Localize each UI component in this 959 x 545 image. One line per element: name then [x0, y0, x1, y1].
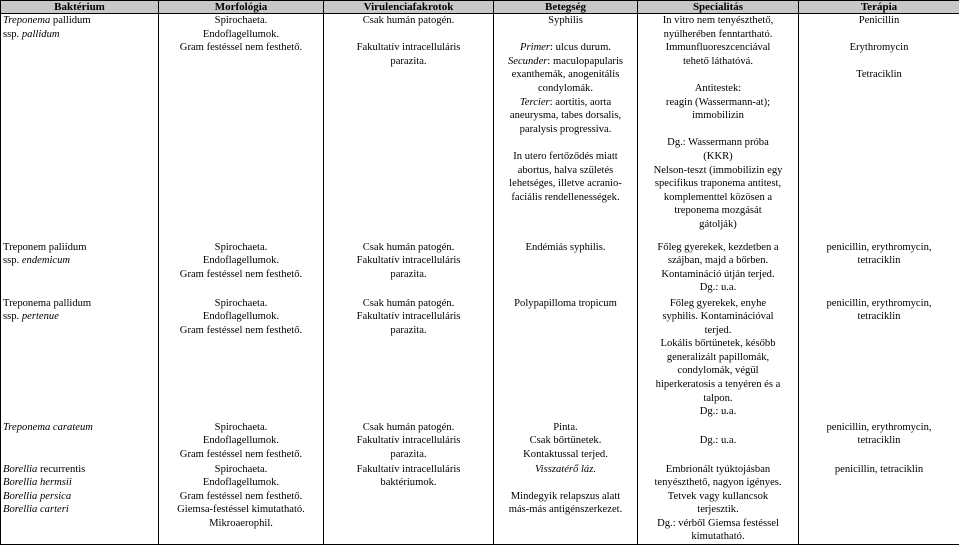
header-disease: Betegség — [494, 1, 638, 14]
morphology-cell: Spirochaeta. Endoflagellumok. Gram festéssel nem festhető. Giemsa-festéssel kimutatható. Mikroaerophil. — [159, 463, 324, 545]
table-row — [1, 241, 959, 297]
header-specialty: Specialitás — [638, 1, 799, 14]
specialty-cell: Dg.: u.a. — [638, 421, 799, 463]
header-virulence: Virulenciafakrotok — [324, 1, 494, 14]
virulence-cell: Fakultatív intracelluláris baktériumok. — [324, 463, 494, 545]
morphology-cell: Spirochaeta. Endoflagellumok. Gram festéssel nem festhető. — [159, 241, 324, 297]
therapy-cell: Penicillin Erythromycin Tetraciklin — [799, 14, 959, 241]
table-row — [1, 421, 959, 463]
header-therapy: Terápia — [799, 1, 959, 14]
therapy-cell: penicillin, tetraciklin — [799, 463, 959, 545]
therapy-cell: penicillin, erythromycin, tetraciklin — [799, 241, 959, 297]
disease-cell: Syphilis Primer: ulcus durum. Secunder: maculopapularis exanthemák, anogenitális condylomák. Tercier: aortitis, aorta aneurysma, tabes dorsalis, paralysis progressiva. In utero fertőződés miatt abortus, halva születés lehetséges, illetve acranio- faciális rendellenességek. — [494, 14, 638, 241]
disease-cell: Polypapilloma tropicum — [494, 297, 638, 421]
bacterium-cell: Borellia recurrentis Borellia hermsii Borellia persica Borellia carteri — [1, 463, 159, 545]
specialty-cell: In vitro nem tenyészthető, nyúlherében fenntartható. Immunfluoreszcenciával tehető láthatóvá. Antitestek: reagin (Wassermann-at); immobilizin Dg.: Wassermann próba (KKR) Nelson-teszt (immobilizin egy specifikus traponema antitest, komplementtel közösen a treponema mozgását gátolják) — [638, 14, 799, 241]
bacterium-cell: Treponema pallidum ssp. pallidum — [1, 14, 159, 241]
table-row — [1, 297, 959, 421]
morphology-cell: Spirochaeta. Endoflagellumok. Gram festéssel nem festhető. — [159, 14, 324, 241]
morphology-cell: Spirochaeta. Endoflagellumok. Gram festéssel nem festhető. — [159, 421, 324, 463]
therapy-cell: penicillin, erythromycin, tetraciklin — [799, 297, 959, 421]
virulence-cell: Csak humán patogén. Fakultatív intracelluláris parazita. — [324, 297, 494, 421]
therapy-cell: penicillin, erythromycin, tetraciklin — [799, 421, 959, 463]
disease-cell: Pinta. Csak bőrtünetek. Kontaktussal terjed. — [494, 421, 638, 463]
bacterium-genus: Treponema — [3, 15, 50, 26]
header-morphology: Morfológia — [159, 1, 324, 14]
header-bacterium: Baktérium — [1, 1, 159, 14]
disease-cell: Endémiás syphilis. — [494, 241, 638, 297]
specialty-cell: Főleg gyerekek, kezdetben a szájban, majd a bőrben. Kontamináció útján terjed. Dg.: u.a. — [638, 241, 799, 297]
specialty-cell: Főleg gyerekek, enyhe syphilis. Kontaminációval terjed. Lokális bőrtünetek, később generalizált papillomák, condylomák, végül hiperkeratosis a tenyéren és a talpon. Dg.: u.a. — [638, 297, 799, 421]
table-row — [1, 463, 959, 545]
morphology-cell: Spirochaeta. Endoflagellumok. Gram festéssel nem festhető. — [159, 297, 324, 421]
virulence-cell: Csak humán patogén. Fakultatív intracelluláris parazita. — [324, 421, 494, 463]
virulence-cell: Csak humán patogén. Fakultatív intracelluláris parazita. — [324, 241, 494, 297]
specialty-cell: Embrionált tyúktojásban tenyészthető, nagyon igényes. Tetvek vagy kullancsok terjesztik. Dg.: vérből Giemsa festéssel kimutatható. — [638, 463, 799, 545]
bacterium-cell: Treponema carateum — [1, 421, 159, 463]
table-row — [1, 14, 959, 241]
bacterium-cell: Treponema pallidum ssp. pertenue — [1, 297, 159, 421]
bacterium-cell: Treponem paliidum ssp. endemicum — [1, 241, 159, 297]
header-row — [1, 1, 959, 14]
virulence-cell: Csak humán patogén. Fakultatív intracelluláris parazita. — [324, 14, 494, 241]
disease-cell: Visszatérő láz. Mindegyik relapszus alatt más-más antigénszerkezet. — [494, 463, 638, 545]
